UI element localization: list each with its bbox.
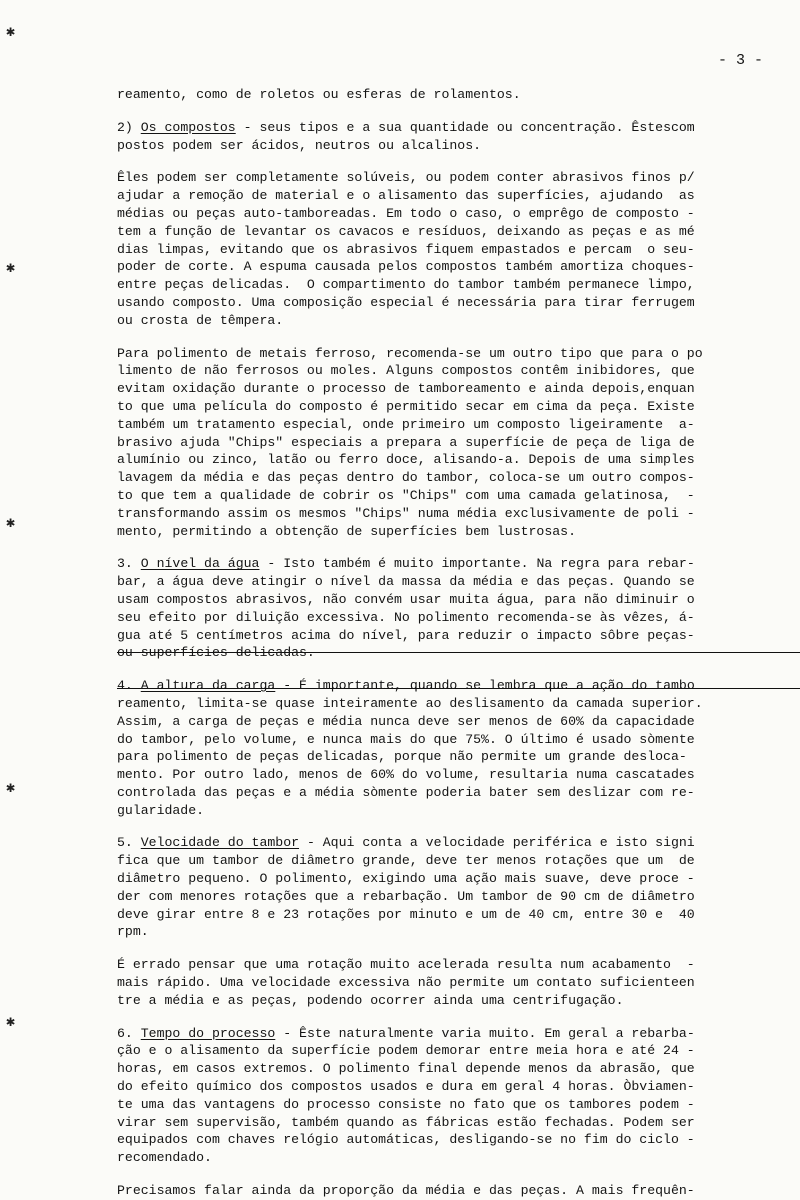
text-line <box>117 956 777 974</box>
text-line <box>117 312 777 330</box>
text-line <box>117 1182 777 1200</box>
text-line <box>117 119 777 137</box>
line-text: recomendado. <box>117 1150 212 1166</box>
text-line <box>117 644 777 662</box>
text-line <box>117 416 777 434</box>
line-text: tre a média e as peças, podendo ocorrer ainda uma centrifugação. <box>117 992 624 1008</box>
line-text: Precisamos falar ainda da proporção da média e das peças. A mais frequên- <box>117 1183 695 1199</box>
line-text: reamento, limita-se quase inteiramente ao deslisamento da camada superior. <box>117 695 703 711</box>
line-text: ou superfícies delicadas. <box>117 645 315 661</box>
margin-mark-icon: ✱ <box>6 260 16 277</box>
paragraph-gap <box>117 330 777 345</box>
line-text: rpm. <box>117 924 149 940</box>
line-text: gua até 5 centímetros acima do nível, para reduzir o impacto sôbre peças- <box>117 627 695 643</box>
line-text: bar, a água deve atingir o nível da massa da média e das peças. Quando se <box>117 574 695 590</box>
line-text: mento, permitindo a obtenção de superfícies bem lustrosas. <box>117 523 576 539</box>
section-heading: A altura da carga <box>140 678 276 694</box>
paragraph-gap <box>117 1010 777 1025</box>
document-body <box>117 86 777 1200</box>
paragraph-gap <box>117 662 777 677</box>
line-text: Para polimento de metais ferroso, recomenda-se um outro tipo que para o po <box>117 345 703 361</box>
line-text: equipados com chaves relógio automáticas, desligando-se no fim do ciclo - <box>117 1132 695 1148</box>
text-line <box>117 974 777 992</box>
text-line <box>117 169 777 187</box>
text-line <box>117 1131 777 1149</box>
text-line <box>117 766 777 784</box>
text-line <box>117 241 777 259</box>
line-text: limento de não ferrosos ou moles. Alguns compostos contêm inibidores, que <box>117 363 695 379</box>
text-line <box>117 205 777 223</box>
text-line <box>117 609 777 627</box>
text-line <box>117 1114 777 1132</box>
paragraph-gap <box>117 1167 777 1182</box>
text-line <box>117 555 777 573</box>
text-line <box>117 505 777 523</box>
line-text: reamento, como de roletos ou esferas de rolamentos. <box>117 87 521 102</box>
line-text: virar sem supervisão, também quando as fábricas estão fechadas. Podem ser <box>117 1114 695 1130</box>
page-number: - 3 - <box>718 52 764 69</box>
text-line <box>117 784 777 802</box>
line-text: - seus tipos e a sua quantidade ou concentração. Êstescom <box>235 119 695 135</box>
text-line <box>117 434 777 452</box>
text-line <box>117 852 777 870</box>
line-text: transformando assim os mesmos "Chips" numa média exclusivamente de poli - <box>117 505 695 521</box>
line-text: Assim, a carga de peças e média nunca deve ser menos de 60% da capacidade <box>117 713 695 729</box>
text-line <box>117 398 777 416</box>
line-text: brasivo ajuda "Chips" especiais a prepara a superfície de peça de liga de <box>117 434 695 450</box>
text-line <box>117 992 777 1010</box>
section-heading: Os compostos <box>140 119 236 135</box>
margin-mark-icon: ✱ <box>6 24 16 41</box>
line-text: - É importante, quando se lembra que a ação do tambo <box>275 678 695 694</box>
text-line <box>117 523 777 541</box>
text-line <box>117 713 777 731</box>
line-text: postos podem ser ácidos, neutros ou alcalinos. <box>117 137 482 153</box>
text-line <box>117 591 777 609</box>
section-heading: Tempo do processo <box>140 1025 276 1041</box>
margin-mark-icon: ✱ <box>6 515 16 532</box>
line-text: controlada das peças e a média sòmente poderia bater sem deslizar com re- <box>117 784 695 800</box>
text-line <box>117 451 777 469</box>
text-line <box>117 223 777 241</box>
line-text: - Isto também é muito importante. Na regra para rebar- <box>259 556 695 572</box>
line-text: Êles podem ser completamente solúveis, ou podem conter abrasivos finos p/ <box>117 170 695 186</box>
text-line <box>117 362 777 380</box>
text-line <box>117 86 777 104</box>
section-number: 5. <box>117 835 141 851</box>
line-text: te uma das vantagens do processo consiste no fato que os tambores podem - <box>117 1096 695 1112</box>
paragraph-gap <box>117 104 777 119</box>
text-line <box>117 487 777 505</box>
line-text: para polimento de peças delicadas, porque não permite um grande desloca- <box>117 749 687 765</box>
text-line <box>117 1078 777 1096</box>
text-line <box>117 258 777 276</box>
text-line <box>117 1149 777 1167</box>
line-text: tem a função de levantar os cavacos e resíduos, deixando as peças e as mé <box>117 223 695 239</box>
line-text: É errado pensar que uma rotação muito acelerada resulta num acabamento - <box>117 957 695 973</box>
text-line <box>117 1025 777 1043</box>
line-text: to que uma película do composto é permitido secar em cima da peça. Existe <box>117 398 695 414</box>
line-text: gularidade. <box>117 802 205 818</box>
text-line <box>117 888 777 906</box>
text-line <box>117 294 777 312</box>
text-line <box>117 345 777 363</box>
text-line <box>117 695 777 713</box>
line-text: alumínio ou zinco, latão ou ferro doce, alisando-a. Depois de uma simples <box>117 452 695 468</box>
paragraph-gap <box>117 819 777 834</box>
line-text: mento. Por outro lado, menos de 60% do volume, resultaria numa cascatades <box>117 767 695 783</box>
text-line <box>117 870 777 888</box>
section-number: 2) <box>117 119 141 135</box>
text-line <box>117 380 777 398</box>
section-number: 3. <box>117 556 141 572</box>
line-text: - Aqui conta a velocidade periférica e isto signi <box>299 835 695 851</box>
line-text: fica que um tambor de diâmetro grande, deve ter menos rotações que um de <box>117 853 695 869</box>
section-number: 6. <box>117 1025 141 1041</box>
text-line <box>117 1060 777 1078</box>
text-line <box>117 731 777 749</box>
line-text: ou crosta de têmpera. <box>117 312 284 328</box>
text-line <box>117 906 777 924</box>
paragraph-gap <box>117 540 777 555</box>
text-line <box>117 748 777 766</box>
line-text: diâmetro pequeno. O polimento, exigindo uma ação mais suave, deve proce - <box>117 871 695 887</box>
line-text: usando composto. Uma composição especial é necessária para tirar ferrugem <box>117 294 695 310</box>
text-line <box>117 923 777 941</box>
paragraph-gap <box>117 154 777 169</box>
text-line <box>117 469 777 487</box>
line-text: evitam oxidação durante o processo de tamboreamento e ainda depois,enquan <box>117 381 695 397</box>
text-line <box>117 802 777 820</box>
line-text: médias ou peças auto-tamboreadas. Em todo o caso, o emprêgo de composto - <box>117 205 695 221</box>
line-text: dias limpas, evitando que os abrasivos fiquem empastados e percam o seu- <box>117 241 695 257</box>
line-text: também um tratamento especial, onde primeiro um composto ligeiramente a- <box>117 416 695 432</box>
text-line <box>117 276 777 294</box>
line-text: der com menores rotações que a rebarbação. Um tambor de 90 cm de diâmetro <box>117 888 695 904</box>
line-text: entre peças delicadas. O compartimento do tambor também permanece limpo, <box>117 277 695 293</box>
line-text: ajudar a remoção de material e o alisamento das superfícies, ajudando as <box>117 188 695 204</box>
line-text: to que tem a qualidade de cobrir os "Chips" com uma camada gelatinosa, - <box>117 487 695 503</box>
margin-mark-icon: ✱ <box>6 1014 16 1031</box>
margin-mark-icon: ✱ <box>6 780 16 797</box>
line-text: horas, em casos extremos. O polimento final depende menos da abrasão, que <box>117 1061 695 1077</box>
line-text: lavagem da média e das peças dentro do tambor, coloca-se um outro compos- <box>117 470 695 486</box>
text-line <box>117 187 777 205</box>
paragraph-gap <box>117 941 777 956</box>
line-text: deve girar entre 8 e 23 rotações por minuto e um de 40 cm, entre 30 e 40 <box>117 906 695 922</box>
line-text: mais rápido. Uma velocidade excessiva não permite um contato suficienteen <box>117 975 695 991</box>
text-line <box>117 137 777 155</box>
section-heading: Velocidade do tambor <box>140 835 300 851</box>
text-line <box>117 627 777 645</box>
line-text: poder de corte. A espuma causada pelos compostos também amortiza choques- <box>117 259 695 275</box>
line-text: do tambor, pelo volume, e nunca mais do que 75%. O último é usado sòmente <box>117 731 695 747</box>
line-text: ção e o alisamento da superfície podem demorar entre meia hora e até 24 - <box>117 1043 695 1059</box>
section-heading: O nível da água <box>140 556 260 572</box>
text-line <box>117 1042 777 1060</box>
text-line <box>117 834 777 852</box>
line-text: seu efeito por diluição excessiva. No polimento recomenda-se às vêzes, á- <box>117 609 695 625</box>
line-text: do efeito químico dos compostos usados e dura em geral 4 horas. Òbviamen- <box>117 1079 695 1095</box>
line-text: usam compostos abrasivos, não convém usar muita água, para não diminuir o <box>117 591 695 607</box>
text-line <box>117 677 777 695</box>
line-text: - Êste naturalmente varia muito. Em geral a rebarba- <box>275 1025 695 1041</box>
text-line <box>117 573 777 591</box>
section-number: 4. <box>117 678 141 694</box>
text-line <box>117 1096 777 1114</box>
